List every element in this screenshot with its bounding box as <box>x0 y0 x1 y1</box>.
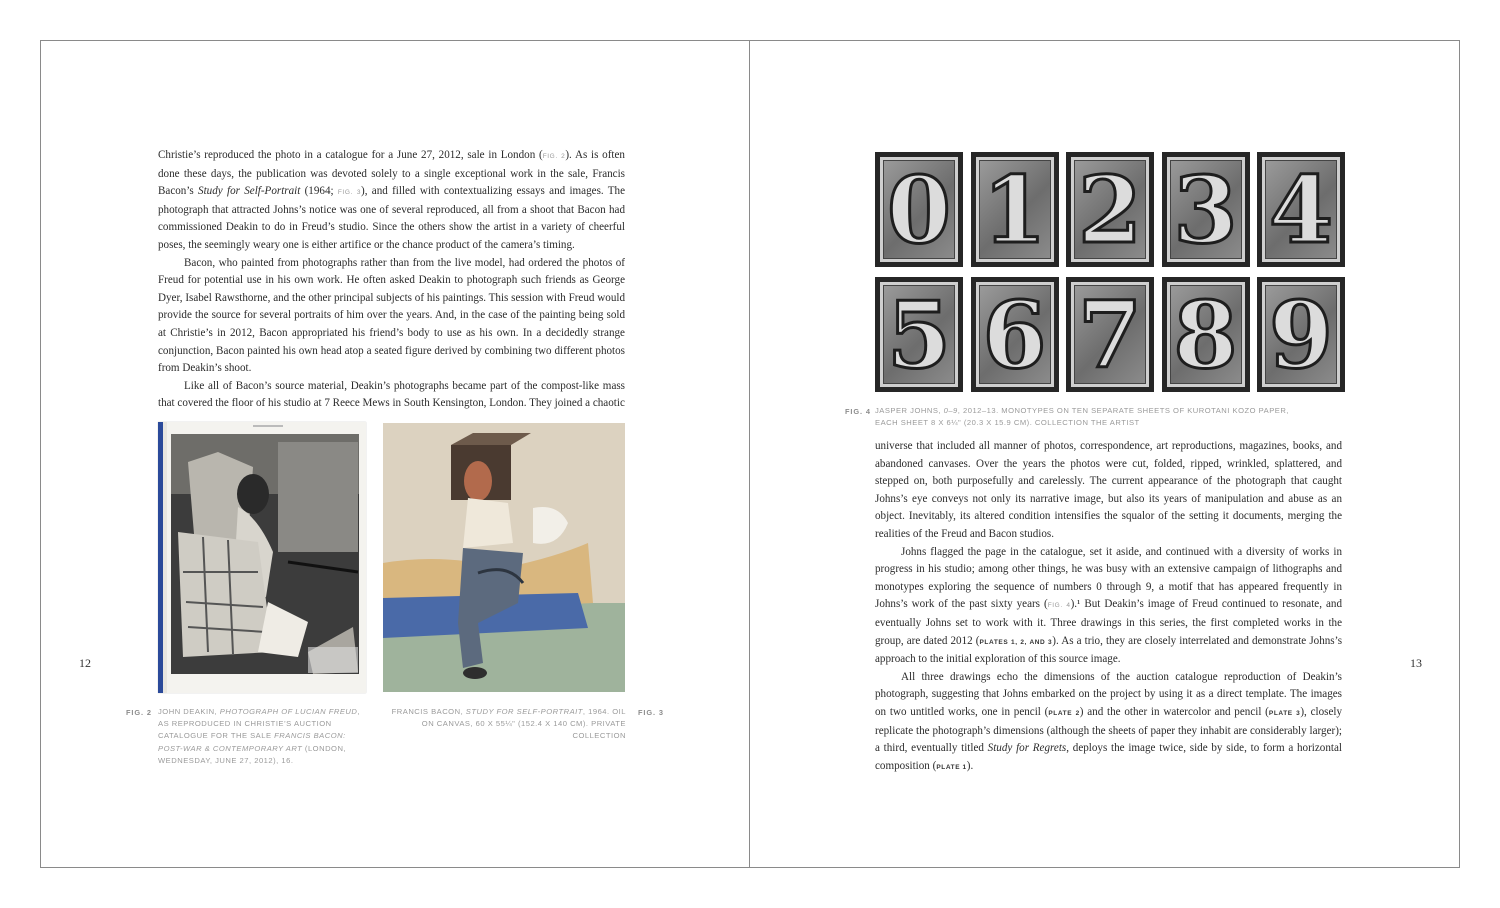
numeral-sheet-frame <box>883 156 955 264</box>
page-number-right: 13 <box>1410 656 1422 670</box>
numeral-sheet-frame <box>883 281 955 389</box>
numeral-sheet-8 <box>1162 277 1250 392</box>
page-number-left: 12 <box>79 656 91 670</box>
numeral-sheet-0 <box>875 152 963 267</box>
plate-ref[interactable]: PLATES 1, 2, AND 3 <box>979 638 1053 646</box>
numeral-glyph: 0 <box>886 156 951 264</box>
fig-3-caption: FRANCIS BACON, STUDY FOR SELF-PORTRAIT, 1964. OIL ON CANVAS, 60 X 55¼" (152.4 X 140 CM). PRIVATE COLLECTION <box>391 707 626 741</box>
numeral-glyph: 6 <box>982 281 1047 389</box>
numeral-sheet-3 <box>1162 152 1250 267</box>
numeral-glyph: 8 <box>1173 281 1238 389</box>
numeral-sheet-frame <box>979 281 1051 389</box>
fig-2-label: FIG. 2 <box>126 708 152 717</box>
numeral-sheet-frame <box>1170 156 1242 264</box>
numeral-sheet-2 <box>1066 152 1154 267</box>
fig-ref[interactable]: FIG. 4 <box>1047 602 1071 610</box>
right-paragraph-1: universe that included all manner of photos, correspondence, art reproductions, magazines, books, and abandoned canvases. Over the years the photos were cut, folded, ripped, wrinkled, splattered, and stepped on, both purposefully and carelessly. The current appearance of the photograph that caught Johns’s eye conveys not only its narrative image, but also its years of manipulation and abuse as an object. Inevitably, its altered condition intensifies the squalor of the setting it documents, merging the realities of the Freud and Bacon studios. <box>875 440 1342 540</box>
left-paragraph-1: Christie’s reproduced the photo in a catalogue for a June 27, 2012, sale in London (FIG. 2). As is often done these days, the publication was devoted solely to a single exceptional work in the sale, Francis Bacon’s Study for Self-Portrait (1964; FIG. 3), and filled with contextualizing essays and images. The photograph that attracted Johns’s notice was one of several reproduced, all from a shoot that Bacon had commissioned Deakin to do in Freud’s studio. Since the others show the artist in a variety of cheerful poses, the seemingly weary one is either artifice or the chance product of the camera’s timing. <box>158 149 625 251</box>
numeral-sheet-frame <box>1074 156 1146 264</box>
numeral-sheet-frame <box>1265 156 1337 264</box>
fig-ref[interactable]: FIG. 3 <box>337 189 362 197</box>
numeral-glyph: 5 <box>886 281 951 389</box>
left-body-text <box>158 147 625 413</box>
numeral-sheet-5 <box>875 277 963 392</box>
numeral-glyph: 2 <box>1077 156 1142 264</box>
fig-4-caption: JASPER JOHNS, 0–9, 2012–13. MONOTYPES ON TEN SEPARATE SHEETS OF KUROTANI KOZO PAPER, EACH SHEET 8 X 6¼" (20.3 X 15.9 CM). COLLECTION THE ARTIST <box>875 406 1289 428</box>
numeral-glyph: 9 <box>1268 281 1333 389</box>
figure-3-painting <box>383 423 625 692</box>
left-paragraph-2: Bacon, who painted from photographs rather than from the live model, had ordered the photos of Freud for potential use in his own work. He often asked Deakin to photograph such friends as George Dyer, Isabel Rawsthorne, and the other principal subjects of his paintings. This session with Freud would provide the source for several portraits of him over the years. And, in the case of the painting being sold at Christie’s in 2012, Bacon appropriated his friend’s body to use as his own. In a decidedly strange conjunction, Bacon painted his own head atop a seated figure derived by combining two different photos from Deakin’s shoot. <box>158 256 625 375</box>
numeral-sheet-1 <box>971 152 1059 267</box>
numeral-sheet-frame <box>1074 281 1146 389</box>
numeral-sheet-4 <box>1257 152 1345 267</box>
numeral-sheet-6 <box>971 277 1059 392</box>
fig-3-label: FIG. 3 <box>638 708 664 717</box>
fig-ref[interactable]: FIG. 2 <box>542 153 566 160</box>
numeral-sheet-9 <box>1257 277 1345 392</box>
right-paragraph-3: All three drawings echo the dimensions of the auction catalogue reproduction of Deakin’s photograph, suggesting that Johns embarked on the project by using it as a direct template. The images on two untitled works, one in pencil (PLATE 2) and the other in watercolor and pencil (PLATE 3), closely replicate the photograph’s dimensions (although the sheets of paper they inhabit are considerably larger); a third, eventually titled Study for Regrets, deploys the image twice, side by side, to form a horizontal composition (PLATE 1). <box>875 670 1343 772</box>
left-page <box>41 41 749 867</box>
right-paragraph-2: Johns flagged the page in the catalogue, set it aside, and continued with a diversity of works in progress in his studio; among other things, he was busy with an extensive campaign of lithographs and monotypes exploring the sequence of numbers 0 through 9, a motif that has appeared frequently in Johns’s work of the past sixty years (FIG. 4).¹ But Deakin’s image of Freud continued to resonate, and eventually Johns set to work with it. Three drawings in this series, the first completed works in the group, are dated 2012 (PLATES 1, 2, AND 3). As a trio, they are closely interrelated and demonstrate Johns’s approach to the initial exploration of this source image. <box>875 545 1343 666</box>
figure-2-catalogue-photo <box>158 422 366 693</box>
numeral-sheet-frame <box>1170 281 1242 389</box>
figure-4-monotypes <box>875 152 1343 392</box>
fig-4-label: FIG. 4 <box>845 407 871 416</box>
left-paragraph-3: Like all of Bacon’s source material, Deakin’s photographs became part of the compost-like mass that covered the floor of his studio at 7 Reece Mews in South Kensington, London. They joined a chaotic <box>158 379 625 410</box>
fig-2-caption: JOHN DEAKIN, PHOTOGRAPH OF LUCIAN FREUD, AS REPRODUCED IN CHRISTIE’S AUCTION CATALOGUE FOR THE SALE FRANCIS BACON: POST-WAR & CONTEMPORARY ART (LONDON, WEDNESDAY, JUNE 27, 2012), 16. <box>158 707 361 765</box>
numeral-sheet-frame <box>1265 281 1337 389</box>
plate-ref[interactable]: PLATE 2 <box>1048 709 1080 717</box>
figure-3-image <box>383 423 625 692</box>
numeral-glyph: 7 <box>1077 281 1142 389</box>
plate-ref[interactable]: PLATE 3 <box>1268 709 1301 717</box>
plate-ref[interactable]: PLATE 1 <box>936 763 967 771</box>
numeral-sheet-7 <box>1066 277 1154 392</box>
numeral-sheet-frame <box>979 156 1051 264</box>
figure-2-image <box>158 422 366 693</box>
numeral-glyph: 3 <box>1173 156 1238 264</box>
numeral-glyph: 1 <box>982 156 1047 264</box>
right-body-text <box>875 438 1342 776</box>
right-page <box>750 41 1459 867</box>
numeral-glyph: 4 <box>1268 156 1333 264</box>
